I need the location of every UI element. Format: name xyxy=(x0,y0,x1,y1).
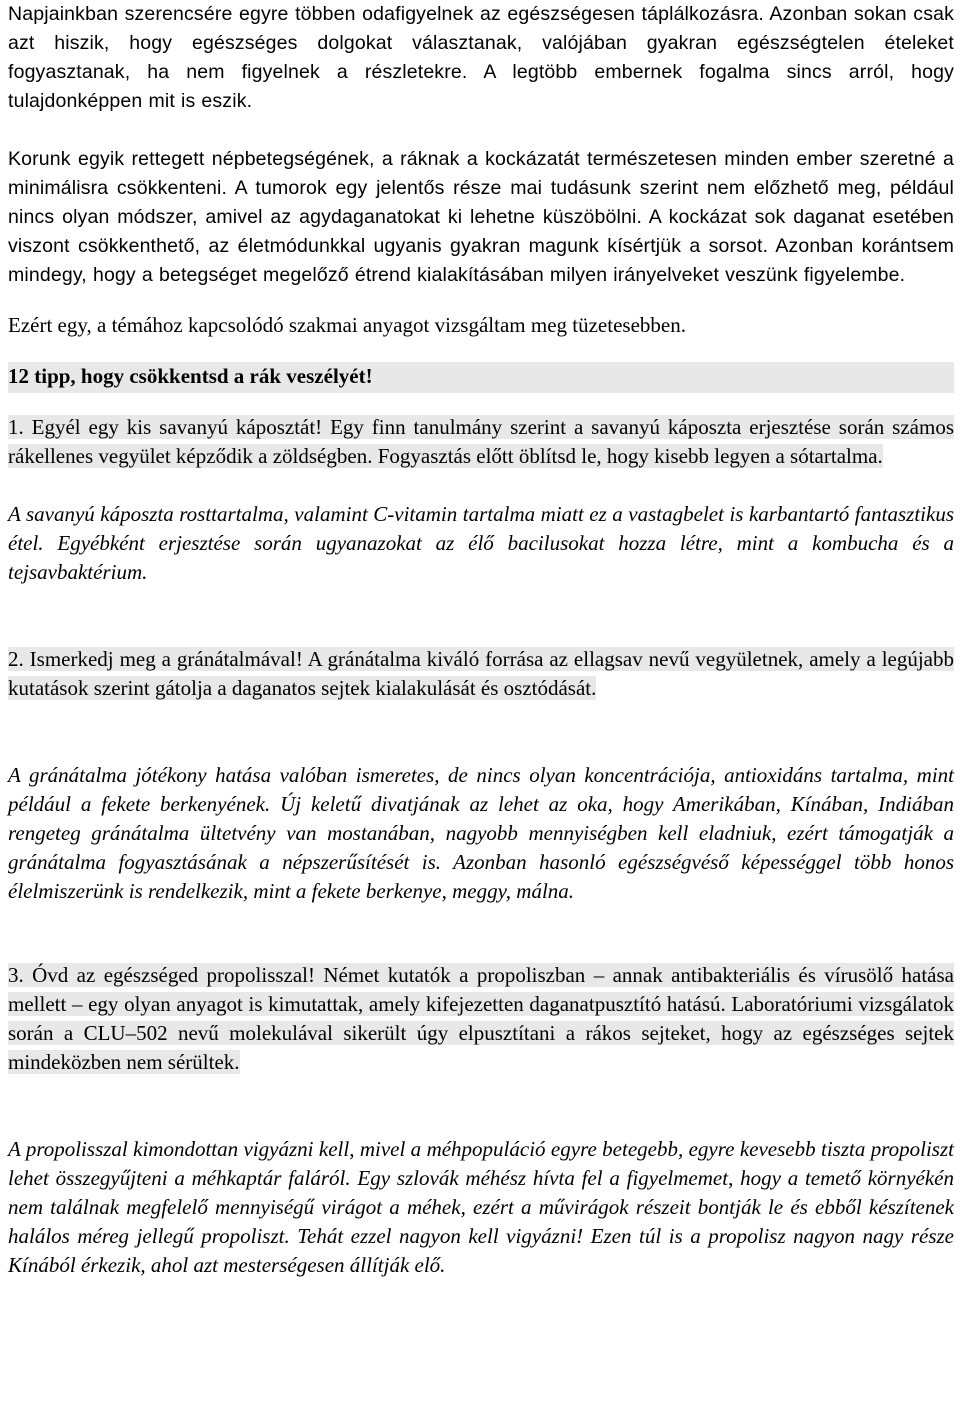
examined-note: Ezért egy, a témához kapcsolódó szakmai anyagot vizsgáltam meg tüzetesebben. xyxy=(8,313,686,337)
tip-1 xyxy=(8,413,954,471)
tip-1-comment: A savanyú káposzta rosttartalma, valamint C-vitamin tartalma miatt ez a vastagbelet is karbantartó fantasztikus étel. Egyébként erjesztése során ugyanazokat az élő bacilusokat hozza létre, mint a kombucha és a tejsavbaktérium. xyxy=(8,502,954,584)
tip-2 xyxy=(8,645,954,703)
intro-paragraph-2: Korunk egyik rettegett népbetegségének, a ráknak a kockázatát természetesen minden ember szeretné a minimálisra csökkenteni. A tumorok egy jelentős része mai tudásunk szerint nem előzhető meg, például nincs olyan módszer, amivel az agydaganatokat ki lehetne küszöbölni. A kockázat sok daganat esetében viszont csökkenthető, az életmódunkkal ugyanis gyakran magunk kísértjük a sorsot. Azonban korántsem mindegy, hogy a betegséget megelőző étrend kialakításában milyen irányelveket veszünk figyelembe. xyxy=(8,148,954,286)
tip-1-text: 1. Egyél egy kis savanyú káposztát! Egy finn tanulmány szerint a savanyú káposzta erjesztése során számos rákellenes vegyület képződik a zöldségben. Fogyasztás előtt öblítsd le, hogy kisebb legyen a sótartalma. xyxy=(8,415,954,468)
tip-3-comment: A propolisszal kimondottan vigyázni kell, mivel a méhpopuláció egyre betegebb, egyre kevesebb tiszta propoliszt lehet összegyűjteni a méhkaptár faláról. Egy szlovák méhész hívta fel a figyelmemet, hogy a temető környékén nem találnak megfelelő mennyiségű virágot a méhek, ezért a művirágok részeit bontják le és ebből készítenek halálos méreg jellegű propoliszt. Tehát ezzel nagyon kell vigyázni! Ezen túl is a propolisz nagyon nagy része Kínából érkezik, ahol azt mesterségesen állítják elő. xyxy=(8,1137,954,1277)
section-heading: 12 tipp, hogy csökkentsd a rák veszélyét! xyxy=(8,362,954,393)
tip-2-text: 2. Ismerkedj meg a gránátalmával! A gránátalma kiváló forrása az ellagsav nevű vegyületnek, amely a legújabb kutatások szerint gátolja a daganatos sejtek kialakulását és osztódását. xyxy=(8,647,954,700)
intro-paragraph-1: Napjainkban szerencsére egyre többen odafigyelnek az egészségesen táplálkozásra. Azonban sokan csak azt hiszik, hogy egészséges dolgokat választanak, valójában gyakran egészségtelen ételeket fogyasztanak, ha nem figyelnek a részletekre. A legtöbb embernek fogalma sincs arról, hogy tulajdonképpen mit is eszik. xyxy=(8,3,954,112)
tip-2-comment: A gránátalma jótékony hatása valóban ismeretes, de nincs olyan koncentrációja, antioxidáns tartalma, mint például a fekete berkenyének. Új keletű divatjának az lehet az oka, hogy Amerikában, Kínában, Indiában rengeteg gránátalma ültetvény van mostanában, nagyobb mennyiségben kell eladniuk, ezért támogatják a gránátalma fogyasztásának a népszerűsítését is. Azonban hasonló egészségvéső képességgel több honos élelmiszerünk is rendelkezik, mint a fekete berkenye, meggy, málna. xyxy=(8,763,954,903)
document-page xyxy=(8,0,954,1280)
tip-3-text: 3. Óvd az egészséged propolisszal! Német kutatók a propoliszban – annak antibakteriális és vírusölő hatása mellett – egy olyan anyagot is kimutattak, amely kifejezetten daganatpusztító hatású. Laboratóriumi vizsgálatok során a CLU–502 nevű molekulával sikerült úgy elpusztítani a rákos sejteket, hogy az egészséges sejtek mindeközben nem sérültek. xyxy=(8,963,954,1074)
tip-3 xyxy=(8,961,954,1077)
